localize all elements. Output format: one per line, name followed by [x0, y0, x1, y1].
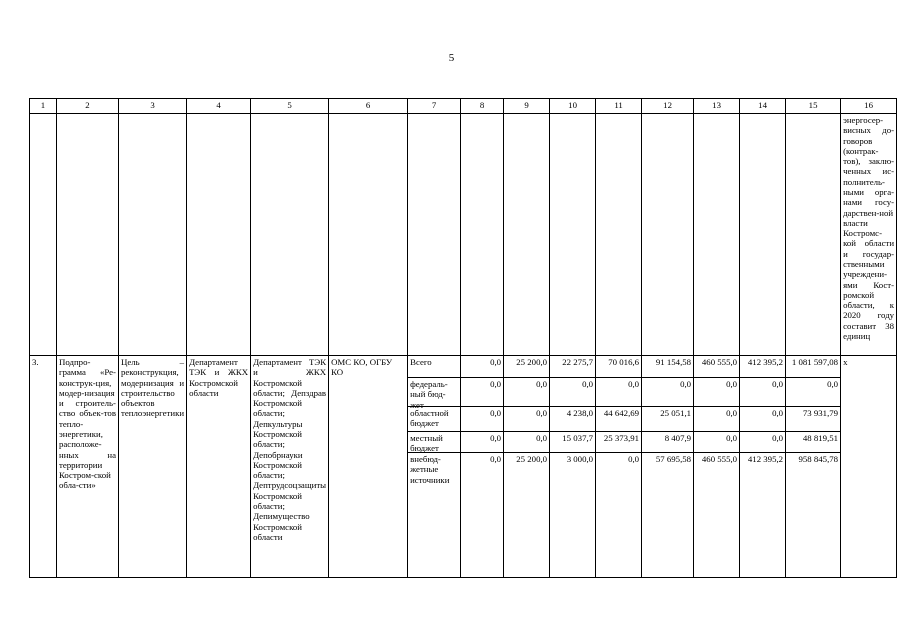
value-cell: 25 373,91: [596, 432, 641, 453]
value-cell: 0,0: [786, 378, 840, 407]
header-cell: 12: [642, 99, 694, 114]
continuation-row: [30, 114, 897, 356]
value-cell: 70 016,6: [596, 356, 641, 378]
program-table: [29, 98, 897, 578]
header-row: [30, 99, 897, 114]
value-cell: 412 395,2: [747, 454, 784, 464]
subprogram-goal: Цель – реконструкция, модернизация и строительство объектов теплоэнергетики: [119, 356, 187, 578]
table-row: [30, 356, 897, 578]
value-cell: 0,0: [550, 378, 595, 407]
value-cell: 0,0: [504, 407, 549, 432]
header-cell: 10: [550, 99, 596, 114]
responsible-executor: Департамент ТЭК и ЖКХ Костромской области: [187, 356, 251, 578]
header-cell: 11: [596, 99, 642, 114]
header-cell: 4: [187, 99, 251, 114]
value-cell: 25 051,1: [642, 407, 693, 432]
value-cell: 0,0: [461, 356, 503, 378]
value-cell: 44 642,69: [596, 407, 641, 432]
value-cell: 3 000,0: [566, 454, 594, 464]
funding-source-federal: федераль-ный бюд-жет: [408, 378, 460, 407]
row-number: 3.: [30, 356, 57, 578]
value-cell: 958 845,78: [798, 454, 839, 464]
header-cell: 1: [30, 99, 57, 114]
header-cell: 9: [504, 99, 550, 114]
subprogram-name: Подпро-грамма «Ре-конструк-ция, модер-низация и строитель-ство объек-тов тепло-энергетики, расположе-нных на территории Костром-ской обла-сти»: [57, 356, 119, 578]
value-cell: 57 695,58: [655, 454, 692, 464]
header-cell: 14: [740, 99, 786, 114]
value-cell: 0,0: [694, 432, 739, 453]
value-cell: 22 275,7: [550, 356, 595, 378]
funding-source-total: Всего: [408, 356, 460, 378]
value-cell: 0,0: [504, 378, 549, 407]
value-cell: 1 081 597,08: [786, 356, 840, 378]
funding-source-regional: областной бюджет: [408, 407, 460, 432]
value-cell: 25 200,0: [504, 356, 549, 378]
participants: ОМС КО, ОГБУ КО: [329, 356, 408, 578]
value-cell: 0,0: [461, 378, 503, 407]
header-cell: 5: [251, 99, 329, 114]
co-executors: Департамент ТЭК и ЖКХ Костромской области; Депздрав Костромской области; Депкультуры Костромской области; Депобрнауки Костромской области; Дептрудсоцзащиты Костромской области; Депимущество Костромской области: [251, 356, 329, 578]
value-cell: 460 555,0: [694, 356, 739, 378]
value-cell: 412 395,2: [740, 356, 785, 378]
value-cell: 0,0: [740, 407, 785, 432]
value-cell: 0,0: [740, 378, 785, 407]
header-cell: 15: [786, 99, 841, 114]
header-cell: 16: [841, 99, 897, 114]
value-cell: 73 931,79: [786, 407, 840, 432]
header-cell: 3: [119, 99, 187, 114]
header-cell: 7: [408, 99, 461, 114]
header-cell: 13: [694, 99, 740, 114]
value-cell: 91 154,58: [642, 356, 693, 378]
value-cell: 0,0: [694, 407, 739, 432]
value-cell: 0,0: [740, 432, 785, 453]
funding-source-local: местный бюджет: [408, 432, 460, 453]
header-cell: 2: [57, 99, 119, 114]
value-cell: 0,0: [461, 407, 503, 432]
page-number: 5: [448, 52, 455, 64]
value-cell: 0,0: [490, 454, 502, 464]
row-indicator: х: [841, 356, 897, 578]
continuation-indicator: энергосер-висных до-говоров (контрак-тов), заклю-ченных ис-полнитель-ными орга-нами госу-дарствен-ной власти Костромс-кой области и государ-ственными учреждени-ями Кост-ромской области, к 2020 году составит 38 единиц: [841, 114, 897, 356]
value-cell: 0,0: [642, 378, 693, 407]
value-cell: 0,0: [596, 378, 641, 407]
value-cell: 15 037,7: [550, 432, 595, 453]
value-cell: 0,0: [504, 432, 549, 453]
header-cell: 6: [329, 99, 408, 114]
value-cell: 0,0: [694, 378, 739, 407]
value-cell: 8 407,9: [642, 432, 693, 453]
value-cell: 0,0: [628, 454, 640, 464]
value-cell: 25 200,0: [516, 454, 548, 464]
funding-source-extrabudgetary: внебюд-жетные источники: [410, 454, 450, 485]
value-cell: 460 555,0: [701, 454, 738, 464]
value-cell: 48 819,51: [786, 432, 840, 453]
header-cell: 8: [461, 99, 504, 114]
value-cell: 0,0: [461, 432, 503, 453]
value-cell: 4 238,0: [550, 407, 595, 432]
